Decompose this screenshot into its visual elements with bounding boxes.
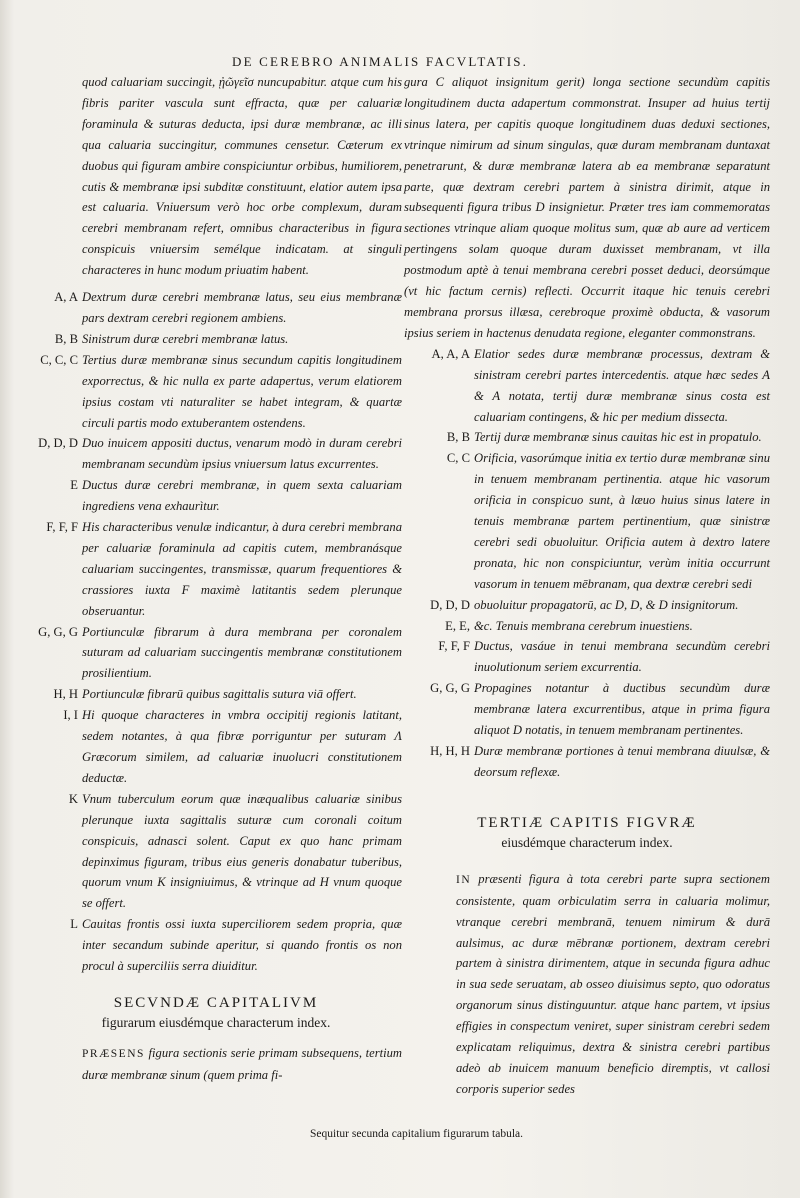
entry-text: Ductus, vasáue in tenui membrana secundùm cerebri inuolutionum seriem excurrentia.	[474, 639, 770, 675]
catchline-footer: Sequitur secunda capitalium figurarum tabula.	[310, 1128, 524, 1140]
entry-text: Portiunculæ fibrarum à dura membrana per coronalem suturam ad caluariam succingentis membranæ constitutionem prosilientium.	[82, 624, 402, 681]
right-column	[404, 72, 770, 1100]
left-entry-e	[30, 475, 402, 517]
left-entry-c	[30, 350, 402, 434]
right-intro-paragraph: gura C aliquot insignitum gerit) longa sectione secundùm capitis longitudinem ducta adapertum commonstrat. Insuper ad huius tertij sinus latera, per capitis quoque longitudinem duas deduxi sectiones, vtrinque nimirum ad sinum singulas, quæ duram membranam duntaxat penetrarunt, & duræ membranæ latera ab ea membranæ separatunt parte, quæ dextram cerebri partem à sinistra dirimit, atque in subsequenti figura tribus D insignietur. Præter tres iam commemoratas sectiones vtrinque aliam quoque molitus sum, quæ ab aure ad verticem pertingens solam quoque duram duxisset membranam, vt illa postmodum aptè à tenui membrana cerebri posset deduci, deorsúmque (vt hic factum cernis) reflecti. Occurrit itaque hic tenuis cerebri membrana prorsus illæsa, cerebroque proximè obducta, & vasorum ipsius seriem in hactenus denudata regione, eleganter commonstrans.	[404, 75, 770, 340]
entry-text: Cauitas frontis ossi iuxta superciliorem sedem propria, quæ inter secandum subinde aperitur, si quando frontis os non procul à superciliis serra diuiditur.	[82, 917, 402, 974]
entry-text: Duræ membranæ portiones à tenui membrana diuulsæ, & deorsum reflexæ.	[474, 744, 770, 779]
entry-key: B, B	[54, 331, 78, 346]
left-entry-f	[30, 517, 402, 622]
lead-word: IN	[456, 873, 472, 886]
entry-key: E, E,	[445, 618, 470, 633]
left-entry-b	[30, 329, 402, 350]
right-entry-g	[404, 678, 770, 741]
paragraph-text: præsenti figura à tota cerebri parte supra sectionem consistente, quam orbiculatim serra in caluaria molimur, vtranque cerebri membranā, tenuem nimirum & durā aulsimus, ac duræ mēbranæ portionem, dextram cerebri partem à sinistra dirimentem, atque in secunda figura adhuc in sua sede seruatam, ab osseo diuisimus septo, quo odoratus organorum sinus distinguuntur. atque hanc partem, vt ipsius effigies in conspectum veniret, super sinistram cerebri sedem explicatam reliquimus, dextra & sinistra cerebri partibus adeò ab inuicem manuum beneficio diremptis, vt callosi corporis superior sedes	[456, 871, 770, 1096]
left-intro-paragraph: quod caluariam succingit, ᾐῶγεῖσ nuncupabitur. atque cum his fibris pariter vascula sunt effracta, quæ per caluariæ foraminula & suturas deducta, ipsi duræ membranæ, ac illi qua caluaria succingitur, communes censetur. Cæterum ex duobus qui figuram ambire conspiciuntur orbibus, humiliorem, cutis & membranæ ipsi subditæ constituunt, elatior autem ipsa est caluaria. Vniuersum verò hoc orbe complexum, duram cerebri membranam refert, omnibus characteribus in figura conspicuis vniuersim semélque indicatam. at singuli characteres in hunc modum priuatim habent.	[82, 75, 402, 278]
right-entry-e	[404, 616, 770, 637]
entry-key: D, D, D	[38, 436, 78, 451]
entry-text: &c. Tenuis membrana cerebrum inuestiens.	[474, 618, 693, 633]
right-section-heading	[404, 813, 770, 853]
entry-key: B, B	[446, 430, 470, 445]
entry-text: Hi quoque characteres in vmbra occipitij regionis latitant, sedem notantes, à qua fibræ porriguntur per suturam Λ Græcorum similem, ad caluariæ inuolucri constitutionem deductæ.	[82, 708, 402, 785]
right-entry-f	[404, 636, 770, 678]
left-entry-a	[30, 287, 402, 329]
entry-text: obuoluitur propagatorū, ac D, D, & D insignitorum.	[474, 597, 739, 612]
entry-key: H, H, H	[430, 744, 470, 758]
entry-key: F, F, F	[46, 520, 78, 535]
left-entry-k	[30, 789, 402, 914]
entry-text: Dextrum duræ cerebri membranæ latus, seu eius membranæ pars dextram cerebri regionem ambiens.	[82, 290, 402, 325]
entry-text: Propagines notantur à ductibus secundùm duræ membranæ latera excurrentibus, atque in prima figura aliquot D notatis, in tenuem membranam pertinentes.	[474, 681, 770, 738]
entry-text: Ductus duræ cerebri membranæ, in quem sexta caluariam ingrediens vena exhaurìtur.	[82, 478, 402, 514]
entry-key: A, A	[54, 290, 78, 305]
entry-key: C, C, C	[40, 352, 78, 367]
right-entry-b	[404, 427, 770, 448]
right-entry-h	[404, 741, 770, 783]
entry-key: L	[70, 917, 78, 932]
left-entry-g	[30, 622, 402, 685]
left-entry-h	[30, 684, 402, 705]
right-entry-d	[404, 595, 770, 616]
entry-text: His characteribus venulæ indicantur, à dura cerebri membrana per caluariæ foraminula ad capitis cutem, membranásque caluariam succingentes, transmissæ, quarum frequentiores & crassiores iuxta F maximè latitantis sedem plerunque obseruantur.	[82, 520, 402, 618]
left-entry-l	[30, 914, 402, 977]
section-heading-caps: SECVNDÆ CAPITALIVM	[113, 994, 319, 1011]
entry-key: G, G, G	[38, 624, 78, 639]
entry-key: D, D, D	[430, 597, 470, 612]
entry-key: H, H	[53, 687, 78, 702]
left-entry-d	[30, 433, 402, 475]
left-closing-paragraph	[30, 1043, 402, 1086]
entry-text: Orificia, vasorúmque initia ex tertio duræ membranæ sinu in tenuem membranam pertinentia. atque hic vasorum orificia in conspicuo sunt, à læuo huius sinus latere in tenuis membranæ partem pertinentium, quæ sinistræ cerebri sedi obuoluitur. Orificia autem à dextro latere pronata, hic non conspiciuntur, verùm initia occurrunt vasorum in tenuem mēbranam, qua dextræ cerebri sedi	[474, 451, 770, 591]
running-head: DE CEREBRO ANIMALIS FACVLTATIS.	[232, 54, 529, 69]
right-entry-a	[404, 344, 770, 428]
right-closing-paragraph	[404, 869, 770, 1100]
lead-word: PRÆSENS	[82, 1047, 145, 1060]
entry-text: Elatior sedes duræ membranæ processus, dextram & sinistram cerebri partes intercedentis. atque hæc sedes A & A notata, tertij duræ membranæ sinus costa est caluariam contingens, & hic per medium dissecta.	[474, 346, 770, 424]
entry-text: Tertius duræ membranæ sinus secundum capitis longitudinem exporrectus, & hic nulla ex parte adapertus, verum elatiorem ipsius costam vti naturaliter se habet integram, & quartæ circuli partis modo extuberantem ostendens.	[82, 352, 402, 430]
entry-key: C, C	[446, 451, 470, 466]
section-heading-sub: eiusdémque characterum index.	[501, 834, 673, 850]
entry-text: Sinistrum duræ cerebri membranæ latus.	[82, 331, 289, 346]
right-entry-c	[404, 448, 770, 594]
left-entry-i	[30, 705, 402, 789]
entry-text: Duo inuicem appositi ductus, venarum modò in duram cerebri membranam secundùm ipsius vniuersum latus excurrentes.	[82, 436, 402, 472]
section-heading-caps: TERTIÆ CAPITIS FIGVRÆ	[477, 814, 697, 831]
entry-key: F, F, F	[438, 639, 470, 654]
entry-text: Tertij duræ membranæ sinus cauitas hic est in propatulo.	[474, 430, 762, 445]
entry-key: K	[68, 791, 78, 806]
entry-text: Portiunculæ fibrarū quibus sagittalis sutura viā offert.	[82, 687, 357, 702]
entry-text: Vnum tuberculum eorum quæ inæqualibus caluariæ sinibus plerunque iuxta sagittalis suturæ cum coronali coitum conspicuis, adnasci solent. Caput ex quo hanc primam depinximus figuram, tribus eius generis donabatur tuberibus, quorum vnum K insigniuimus, & vtrinque ad H vnum quoque se offert.	[82, 791, 402, 911]
left-column	[30, 72, 402, 1086]
entry-key: I, I	[63, 708, 78, 723]
left-section-heading	[30, 993, 402, 1033]
entry-key: G, G, G	[430, 681, 470, 696]
entry-key: E	[70, 478, 78, 493]
entry-key: A, A, A	[431, 346, 470, 361]
paragraph-text: figura sectionis serie primam subsequens, tertium duræ membranæ sinum (quem prima fi-	[82, 1045, 402, 1082]
section-heading-sub: figurarum eiusdémque characterum index.	[101, 1014, 331, 1030]
